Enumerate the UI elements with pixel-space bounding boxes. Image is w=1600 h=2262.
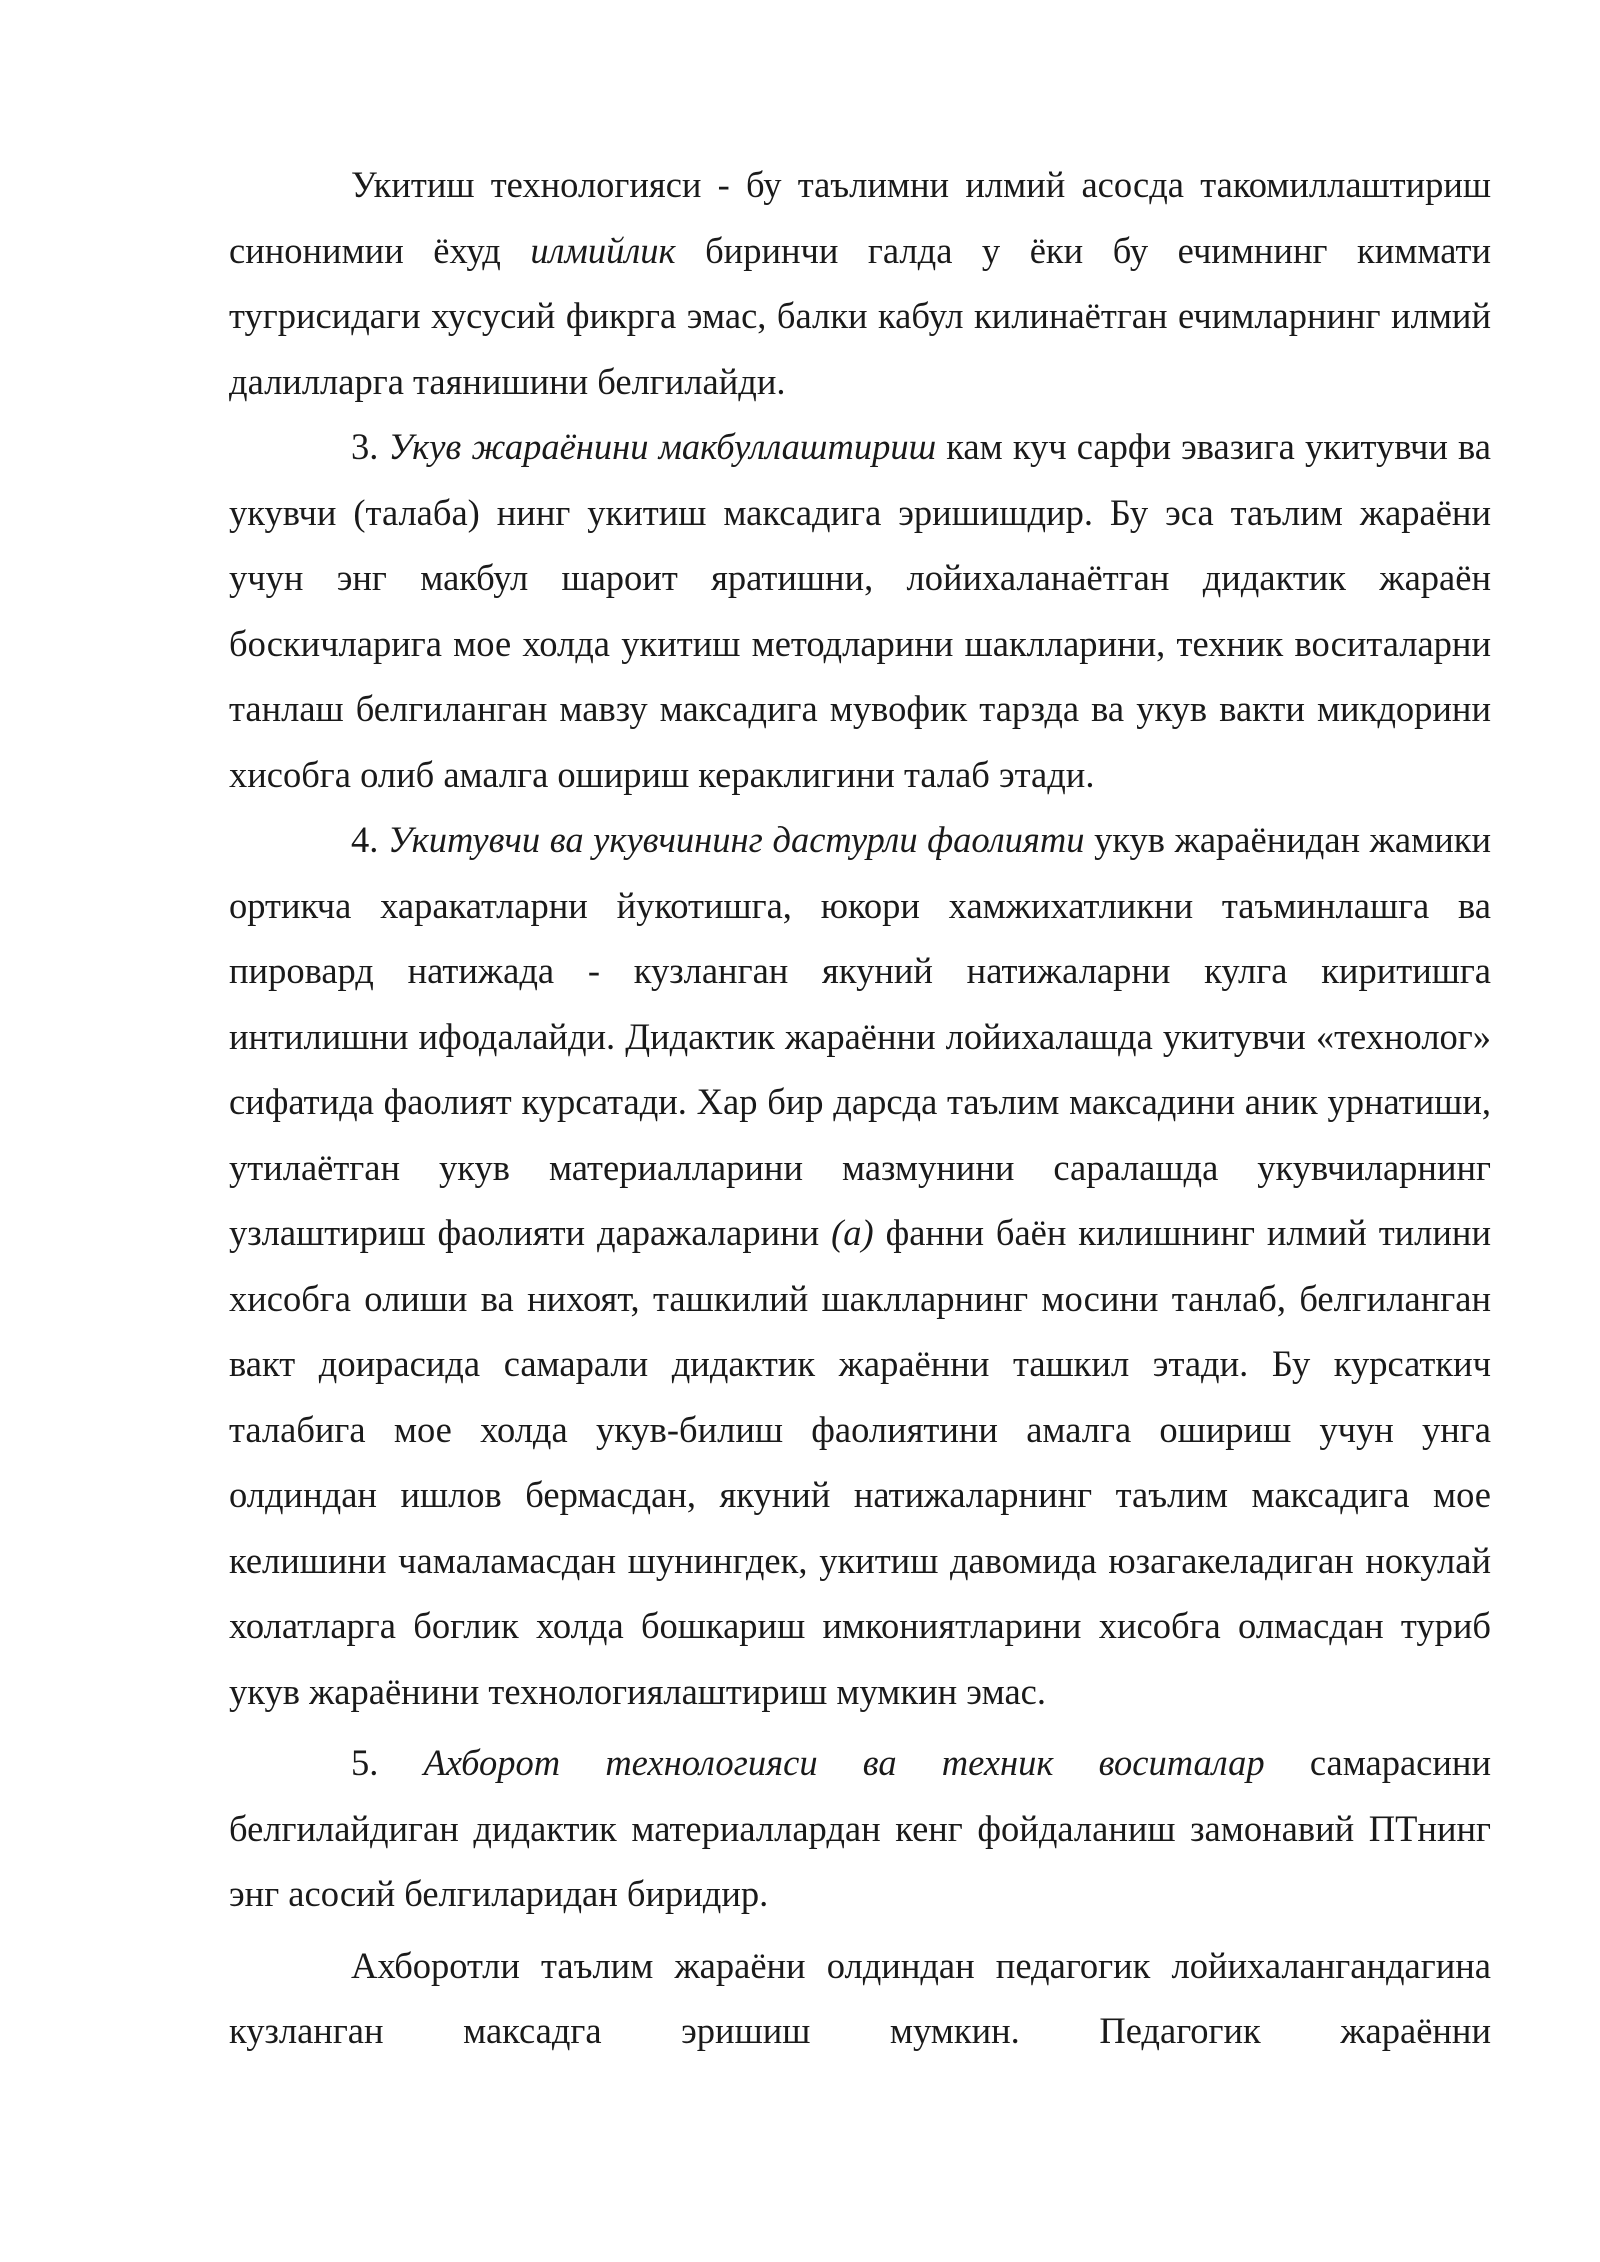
paragraph-technology-science: [229, 152, 1491, 414]
paragraph-item-5: [229, 1730, 1491, 1927]
italic-text-run: (а): [831, 1212, 874, 1253]
text-run: укув жараёнидан жамики ортикча харакатларни йукотишга, юкори хамжихатликни таъминлашга ва пировард натижада - кузланган якуний натижаларни кулга киритишга интилишни ифодалайди. Дидактик жараённи лойихалашда укитувчи «технолог» сифатида фаолият курсатади. Хар бир дарсда таълим максадини аник урнатиши, утилаётган укув материалларини мазмунини саралашда укувчиларнинг узлаштириш фаолияти даражаларини: [229, 819, 1491, 1253]
paragraph-informational-education: [229, 1933, 1491, 2064]
text-run: самарасини белгилайдиган дидактик материаллардан кенг фойдаланиш замонавий ПТнинг энг асосий белгиларидан биридир.: [229, 1742, 1491, 1914]
italic-text-run: Ахборот технологияси ва техник воситалар: [423, 1742, 1265, 1783]
text-run: Ахборотли таълим жараёни олдиндан педагогик лойихалангандагина кузланган максадга эришиш мумкин. Педагогик жараённи: [229, 1944, 1491, 2051]
text-run: биринчи галда у ёки бу ечимнинг киммати тугрисидаги хусусий фикрга эмас, балки кабул килинаётган ечимларнинг илмий далилларга таянишини белгилайди.: [229, 229, 1491, 402]
italic-text-run: илмийлик: [530, 229, 676, 271]
italic-text-run: Укув жараёнини макбуллаштириш: [388, 426, 937, 467]
paragraph-item-3: [229, 414, 1491, 807]
item-number: 5.: [351, 1742, 424, 1783]
item-number: 4.: [351, 819, 388, 860]
item-number: 3.: [351, 426, 389, 467]
text-run: Укитиш технологияси - бу таълимни илмий асосда такомиллаштириш синонимии ёхуд: [229, 164, 1491, 271]
text-run: фанни баён килишнинг илмий тилини хисобга олиши ва нихоят, ташкилий шаклларнинг мосини танлаб, белгиланган вакт доирасида самарали дидактик жараённи ташкил этади. Бу курсаткич талабига мое холда укув-билиш фаолиятини амалга ошириш учун унга олдиндан ишлов бермасдан, якуний натижаларнинг таълим максадига мое келишини чамаламасдан шунингдек, укитиш давомида юзагакеладиган нокулай холатларга боглик холда бошкариш имкониятларини хисобга олмасдан туриб укув жараёнини технологиялаштириш мумкин эмас.: [229, 1212, 1491, 1712]
italic-text-run: Укитувчи ва укувчининг дастурли фаолияти: [387, 819, 1085, 860]
text-run: кам куч сарфи эвазига укитувчи ва укувчи (талаба) нинг укитиш максадига эришишдир. Бу эса таълим жараёни учун энг макбул шароит яратишни, лойихаланаётган дидактик жараён боскичларига мое холда укитиш методларини шаклларини, техник воситаларни танлаш белгиланган мавзу максадига мувофик тарзда ва укув вакти микдорини хисобга олиб амалга ошириш кераклигини талаб этади.: [229, 426, 1492, 795]
paragraph-item-4: [229, 807, 1491, 1724]
document-body: [229, 152, 1491, 2064]
